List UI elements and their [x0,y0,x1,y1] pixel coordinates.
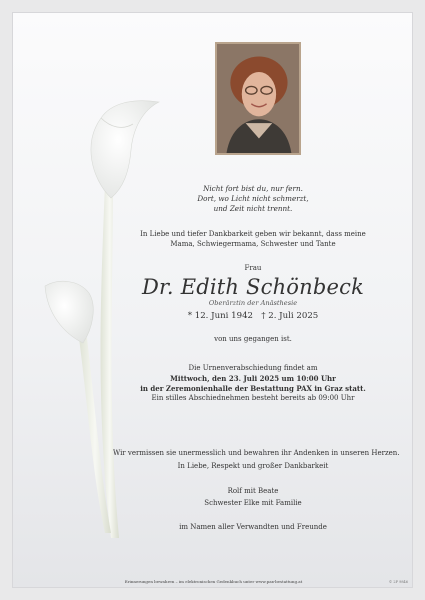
death-date: † 2. Juli 2025 [261,311,319,321]
closing-line: Wir vermissen sie unermesslich und bewahren ihr Andenken in unseren Herzen. [113,449,400,457]
mourner: Rolf mit Beate [227,487,279,495]
portrait-photo [215,42,301,155]
poem-line: Dort, wo Licht nicht schmerzt, [197,194,309,203]
ceremony-location: in der Zeremonienhalle der Bestattung PAX in Graz statt. [140,384,366,393]
closing-line: In Liebe, Respekt und großer Dankbarkeit [177,462,329,470]
ceremony-date: Mittwoch, den 23. Juli 2025 um 10:00 Uhr [170,374,336,383]
birth-date: * 12. Juni 1942 [187,311,254,321]
poem-line: Nicht fort bist du, nur fern. [203,184,303,193]
intro-line: Mama, Schwiegermama, Schwester und Tante [170,240,336,248]
mourner: Schwester Elke mit Familie [204,499,302,507]
document-code: © 2P 9846 [388,580,408,584]
obituary-card [12,12,413,588]
life-dates [113,311,393,321]
ceremony-line: Die Urnenverabschiedung findet am [188,364,318,372]
passed-line: von uns gegangen ist. [214,335,292,343]
ceremony-note: Ein stilles Abschiednehmen besteht bereits ab 09:00 Uhr [151,394,355,402]
intro-line: In Liebe und tiefer Dankbarkeit geben wir bekannt, dass meine [140,230,366,238]
title-word: Frau [244,264,262,272]
deceased-name: Dr. Edith Schönbeck [141,275,365,299]
relatives-line: im Namen aller Verwandten und Freunde [179,523,327,531]
footer-note: Erinnerungen bewahren – im elektronischen Gedenkbuch unter www.pax-bestattung.at [124,579,303,584]
poem-line: und Zeit nicht trennt. [213,204,293,213]
profession: Oberärztin der Anästhesie [208,299,298,307]
